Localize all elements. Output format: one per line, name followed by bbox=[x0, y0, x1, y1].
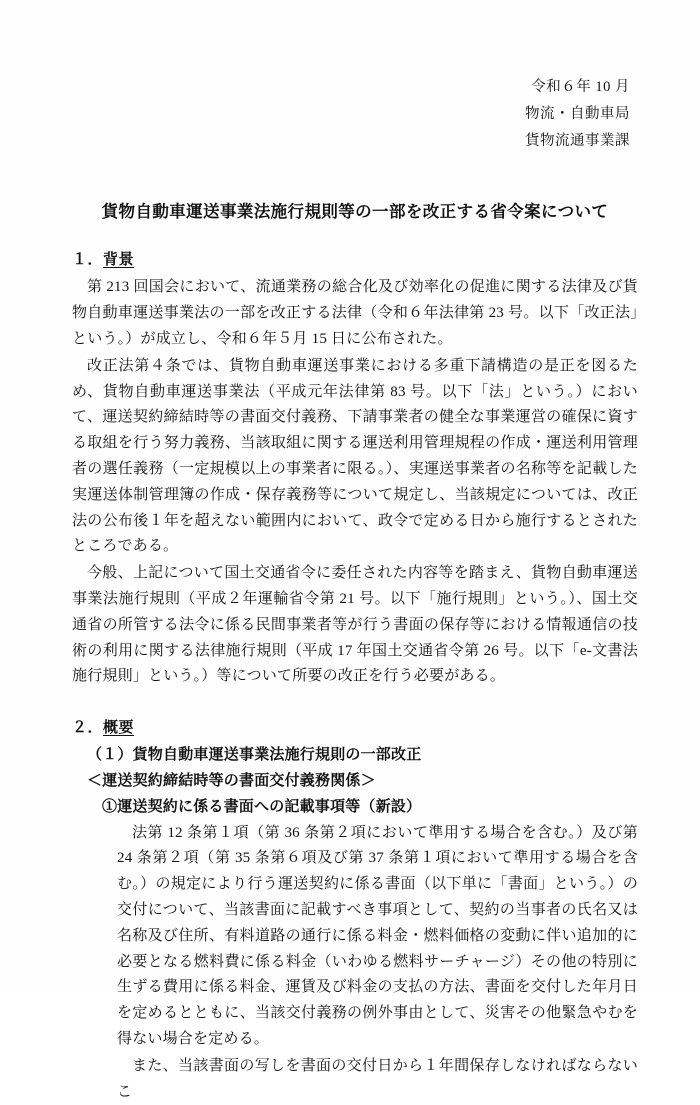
paragraph: 改正法第４条では、貨物自動車運送事業における多重下請構造の是正を図るため、貨物自動車運送事業法（平成元年法律第 83 号。以下「法」という。）において、運送契約締結時等の書面交付義務、下請事業者の健全な事業運営の確保に資する取組を行う努力義務、当該取組に関する運送利用管理規程の作成・運送利用管理者の選任義務（一定規模以上の事業者に限る。）、実運送事業者の名称等を記載した実運送体制管理簿の作成・保存義務等について規定し、当該規定については、改正法の公布後１年を超えない範囲内において、政令で定める日から施行するとされたところである。 bbox=[72, 357, 638, 555]
header-division: 貨物流通事業課 bbox=[525, 132, 630, 149]
paragraph: 今般、上記について国土交通省令に委任された内容等を踏まえ、貨物自動車運送事業法施行規則（平成２年運輸省令第 21 号。以下「施行規則」という。）、国土交通省の所管する法令に係る民間事業者等が行う書面の保存等における情報通信の技術の利用に関する法律施行規則（平成 17 年国土交通省令第 26 号。以下「e-文書法施行規則」という。）等について所要の改正を行う必要がある。 bbox=[72, 565, 638, 685]
header-bureau: 物流・自動車局 bbox=[525, 105, 630, 122]
section-overview-number: ２． bbox=[72, 720, 104, 737]
section-overview-label: 概要 bbox=[103, 720, 135, 737]
subsection-heading-2: ＜運送契約締結時等の書面交付義務関係＞ bbox=[87, 772, 376, 789]
section-background bbox=[72, 248, 638, 690]
paragraph: また、当該書面の写しを書面の交付日から１年間保存しなければならないこ bbox=[117, 1057, 638, 1100]
section-overview-heading bbox=[72, 716, 638, 737]
paragraph: 第 213 回国会において、流通業務の総合化及び効率化の促進に関する法律及び貨物自動車運送事業法の一部を改正する法律（令和６年法律第 23 号。以下「改正法」という。）が成立し、令和６年５月 15 日に公布された。 bbox=[72, 279, 638, 348]
section-overview bbox=[72, 716, 638, 1105]
document-header bbox=[72, 74, 630, 154]
header-date: 令和６年 10 月 bbox=[531, 79, 630, 95]
subsection-heading-3: ①運送契約に係る書面への記載事項等（新設） bbox=[102, 798, 422, 815]
section-background-number: １． bbox=[72, 252, 104, 269]
section-background-label: 背景 bbox=[103, 252, 135, 269]
page-title: 貨物自動車運送事業法施行規則等の一部を改正する省令案について bbox=[101, 202, 609, 222]
subsection-heading-1: （１）貨物自動車運送事業法施行規則の一部改正 bbox=[87, 747, 422, 764]
section-background-heading bbox=[72, 248, 638, 269]
paragraph: 法第 12 条第１項（第 36 条第２項において準用する場合を含む。）及び第 24 条第２項（第 35 条第６項及び第 37 条第１項において準用する場合を含む。）の規定により行う運送契約に係る書面（以下単に「書面」という。）の交付について、当該書面に記載すべき事項として、契約の当事者の氏名又は名称及び住所、有料道路の通行に係る料金・燃料価格の変動に伴い追加的に必要となる燃料費に係る料金（いわゆる燃料サーチャージ）その他の特別に生ずる費用に係る料金、運賃及び料金の支払の方法、書面を交付した年月日を定めるとともに、当該交付義務の例外事由として、災害その他緊急やむを得ない場合を定める。 bbox=[117, 824, 638, 1047]
